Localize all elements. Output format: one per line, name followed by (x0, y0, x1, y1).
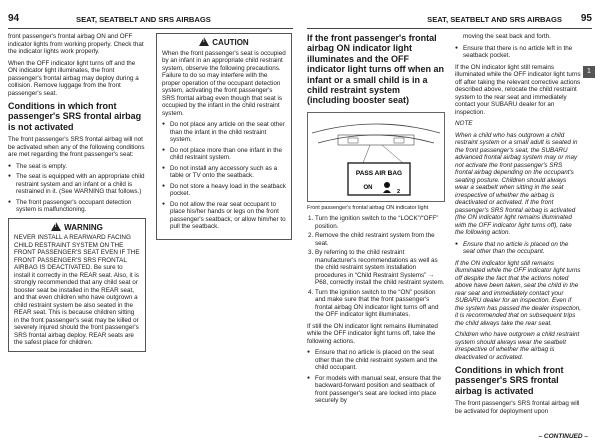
note-text: Children who have outgrown a child restraint system should always wear the seatbelt irrespective of whether the airbag is deactivated or activated. (455, 331, 580, 361)
column-2 (156, 33, 292, 244)
column-1 (8, 33, 146, 356)
list-item: ● Ensure that no article is placed on the seat other than the child restraint system and the child occupant. (315, 349, 445, 372)
list-item: ● The seat is equipped with an appropriate child restraint system and an infant or a child is restrained in it. (See WARNING that follows.) (16, 173, 146, 196)
page-number: 95 (580, 13, 592, 24)
step-item: 1. Turn the ignition switch to the “LOCK”/“OFF” position. (315, 215, 445, 230)
caution-header (162, 37, 286, 47)
warning-icon (51, 222, 61, 231)
header-rule (8, 28, 293, 29)
step-item: 2. Remove the child restraint system from the seat. (315, 232, 445, 247)
caution-icon (199, 37, 209, 46)
note-label: NOTE (455, 120, 473, 127)
warning-header (14, 222, 140, 232)
list-item: ● Do not place any article on the seat other than the infant in the child restraint system. (170, 121, 286, 144)
paragraph: The front passenger's SRS frontal airbag will be activated for deployment upon (455, 400, 580, 415)
caution-box (156, 33, 292, 240)
list-item: ● Do not place more than one infant in the child restraint system. (170, 147, 286, 162)
paragraph: If the ON indicator light still remains illuminated while the OFF indicator light turns off after taking the relevant corrective actions described above, relocate the child restraint system to the rear seat and immediately contact your SUBARU dealer for an inspection. (455, 63, 581, 116)
chapter-tab: 1 (583, 66, 595, 78)
step-item: 3. By referring to the child restraint manufacturer's recommendations as well as the child restraint system installation procedures in “Child Restraint Systems” → P68, correctly install the child restraint system. (315, 249, 445, 287)
panel-on-label: ON (363, 184, 373, 191)
bullet-list (8, 163, 146, 214)
bullet-list (307, 349, 445, 405)
page-number: 94 (8, 13, 20, 24)
list-item: ● Do not allow the rear seat occupant to place his/her hands or legs on the front passenger's seatback, or allow him/her to pull the seatback. (170, 201, 286, 231)
header-rule (307, 28, 592, 29)
step-list (307, 215, 445, 319)
bullet-list (455, 45, 581, 60)
bullet-list (162, 121, 286, 231)
caution-title: CAUTION (212, 38, 249, 47)
section-heading: Conditions in which front passenger's SRS frontal airbag is activated (455, 365, 564, 396)
svg-text:2: 2 (397, 188, 401, 195)
list-item: ● Ensure that there is no article left in the seatback pocket. (463, 45, 581, 60)
list-item: ● For models with manual seat, ensure that the backward-forward position and seatback of front passenger's seat are locked into place securely by (315, 375, 445, 405)
panel-label: PASS AIR BAG (355, 169, 403, 177)
caution-text: When the front passenger's seat is occupied by an infant in an appropriate child restraint system, observe the following precautions. Failure to do so may interfere with the proper operation of the occupant detection system, activating the front passenger's SRS frontal airbag even though that seat is occupied by the infant in the child restraint system. (162, 49, 286, 117)
paragraph: moving the seat back and forth. (463, 33, 551, 40)
bullet-list (455, 241, 581, 256)
paragraph: The front passenger's SRS frontal airbag will not be activated when any of the following conditions are met regarding the front passenger's seat: (8, 136, 145, 159)
overhead-console-illustration (308, 113, 444, 201)
left-page-header (8, 13, 293, 26)
section-title: SEAT, SEATBELT AND SRS AIRBAGS (427, 15, 562, 24)
warning-box (8, 218, 146, 352)
warning-text: NEVER INSTALL A REARWARD FACING CHILD RESTRAINT SYSTEM ON THE FRONT PASSENGER'S SEAT EVEN IF THE FRONT PASSENGER'S SRS FRONTAL AIRBAG IS DEACTIVATED. Be sure to install it correctly in the REAR seat. Also, it is strongly recommended that any child seat or booster seat be installed in the REAR seat, and that even children who have outgrown a child restraint system be also seated in the REAR seat. This is because children sitting in the front passenger's seat may be killed or severely injured should the front passenger's SRS frontal airbag deploy. REAR seats are the safest place for children. (14, 234, 140, 347)
step-item: 4. Turn the ignition switch to the “ON” position and make sure that the front passenger's frontal airbag ON indicator light turns off and the OFF indicator light illuminates. (315, 289, 445, 319)
section-title: SEAT, SEATBELT AND SRS AIRBAGS (76, 15, 211, 24)
list-item: ● Do not store a heavy load in the seatback pocket. (170, 183, 286, 198)
column-3 (307, 33, 445, 409)
list-item: ● The seat is empty. (16, 163, 146, 171)
list-item: ● Ensure that no article is placed on the seat other than the occupant. (463, 241, 581, 256)
list-item: ● Do not install any accessory such as a table or TV onto the seatback. (170, 165, 286, 180)
figure-caption: Front passenger's frontal airbag ON indicator light (307, 204, 429, 211)
indicator-figure (307, 112, 445, 202)
right-page-header (307, 13, 592, 26)
continued-label: – CONTINUED – (538, 433, 588, 440)
section-heading: Conditions in which front passenger's SRS frontal airbag is not activated (8, 101, 142, 132)
note-text: When a child who has outgrown a child restraint system or a small adult is seated in the front passenger's seat, the SUBARU advanced frontal airbag system may or may not activate the front passenger's SRS frontal airbag depending on the occupant's seating posture. Children should always wear a seatbelt when sitting in the seat irrespective of whether the airbag is deactivated or activated. If the front passenger's SRS frontal airbag is activated (the ON indicator light remains illuminated with the OFF indicator light turns off), take the following action. (455, 131, 578, 236)
warning-title: WARNING (64, 222, 103, 232)
paragraph: front passenger's frontal airbag ON and OFF indicator lights from working properly. Check that the indicator lights work properly. (8, 33, 144, 55)
paragraph: When the OFF indicator light turns off and the ON indicator light illuminates, the front passenger's frontal airbag may deploy during a collision. Remove luggage from the front passenger's seat. (8, 59, 139, 97)
paragraph: If still the ON indicator light remains illuminated while the OFF indicator light turns off, take the following actions. (307, 322, 438, 345)
section-heading: If the front passenger's frontal airbag ON indicator light illuminates and the OFF indicator light turns off when an infant or a small child is in a child restraint system (including booster seat) (307, 33, 444, 106)
column-4 (455, 33, 581, 419)
list-item: ● The front passenger's occupant detection system is malfunctioning. (16, 199, 146, 214)
note-text: If the ON indicator light still remains illuminated while the OFF indicator light turns off despite the fact that the actions noted above have been taken, seat the child in the rear seat and immediately contact your SUBARU dealer for an inspection. Even if the system has passed the dealer inspection, it is recommended that on subsequent trips the child always take the rear seat. (455, 259, 582, 327)
